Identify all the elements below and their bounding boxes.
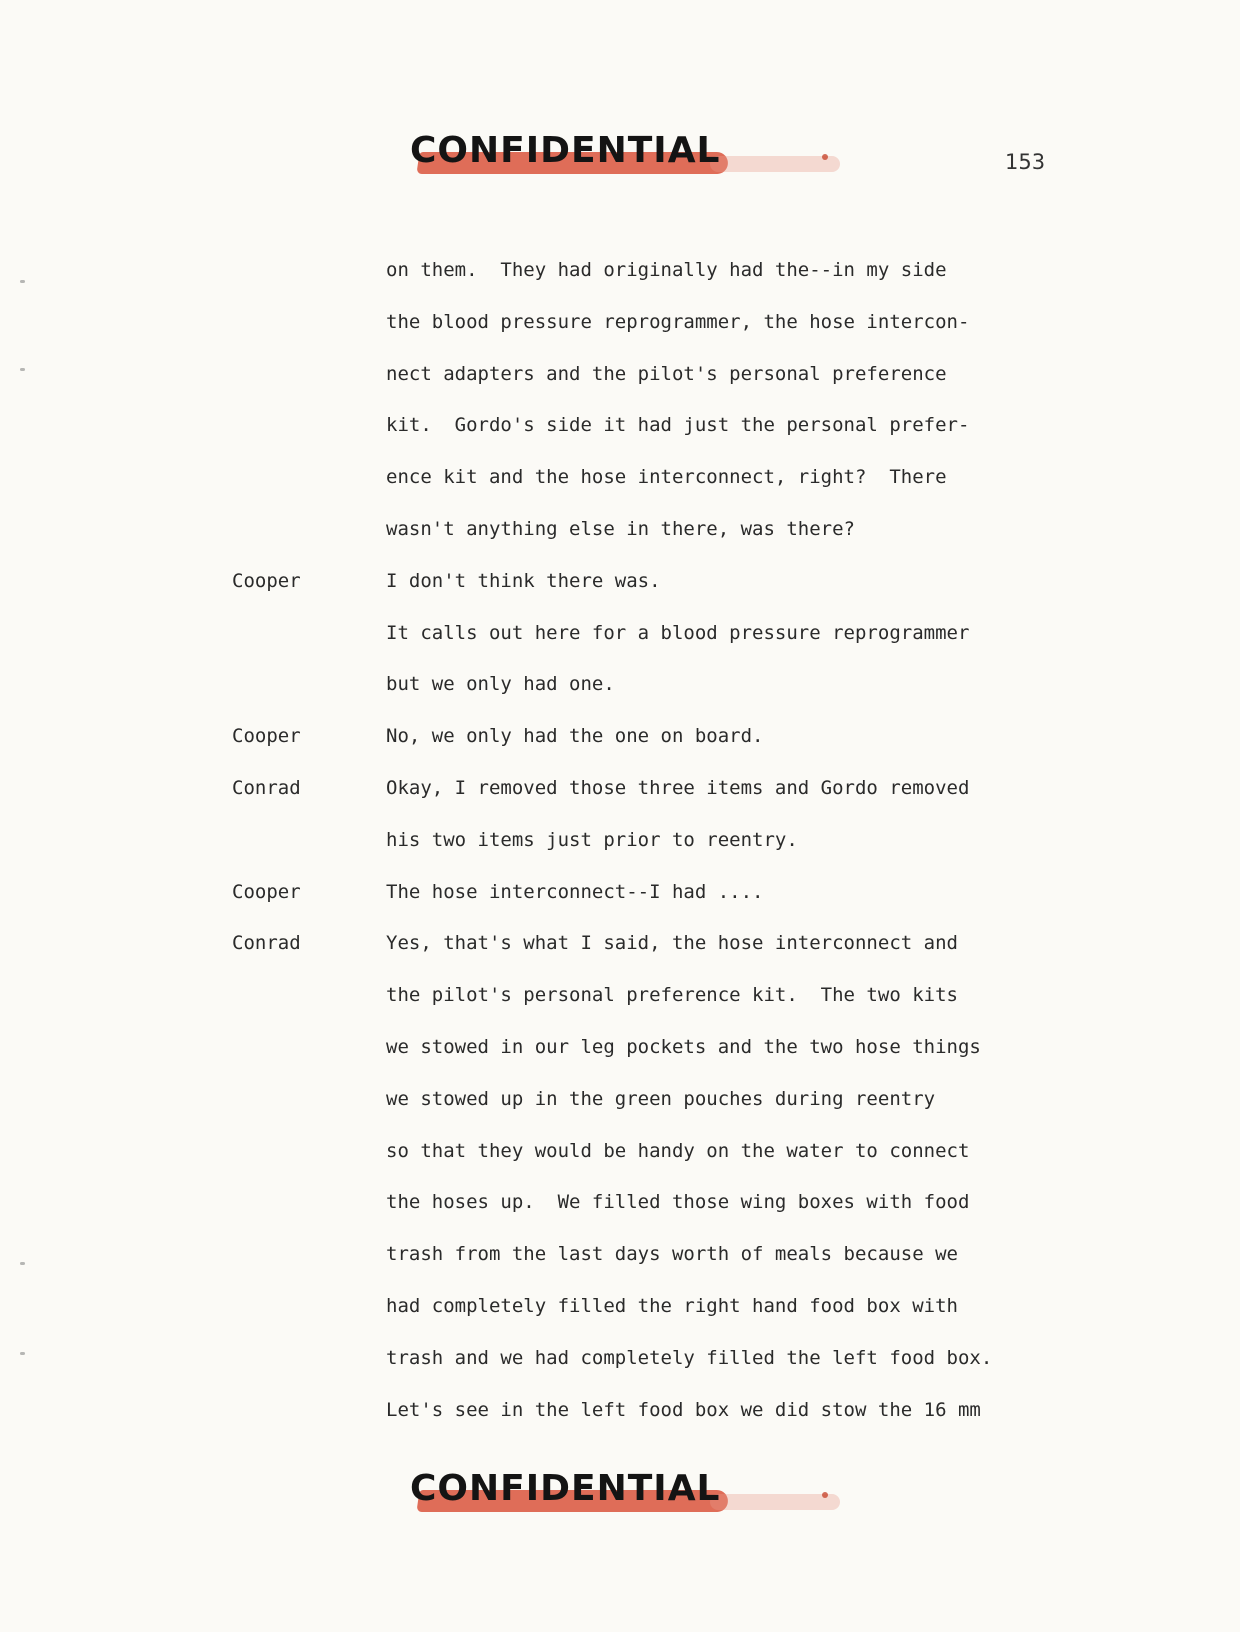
transcript-text: wasn't anything else in there, was there? [386,518,855,540]
transcript-line [0,773,1240,803]
classification-stamp-bottom [410,1462,850,1532]
transcript-text: had completely filled the right hand food box with [386,1295,958,1317]
transcript-text: ence kit and the hose interconnect, right? There [386,466,947,489]
transcript-line [0,1291,1240,1321]
transcript-line [0,566,1240,596]
stamp-smear-dot [822,1492,828,1498]
transcript-line [0,825,1240,855]
transcript-text: but we only had one. [386,673,615,696]
transcript-text: Okay, I removed those three items and Gordo removed [386,777,970,799]
transcript-line [0,1187,1240,1217]
stamp-smear-tail [710,1494,840,1510]
transcript-text: so that they would be handy on the water to connect [386,1139,970,1162]
transcript-line [0,255,1240,285]
speaker-name: Cooper [232,725,301,748]
transcript-text: we stowed up in the green pouches during reentry [386,1087,936,1110]
transcript-text: on them. They had originally had the--in my side [386,259,947,281]
transcript-text: kit. Gordo's side it had just the personal prefer- [386,414,970,437]
transcript-line [0,462,1240,492]
transcript-text: Let's see in the left food box we did stow the 16 mm [386,1398,981,1421]
transcript-line [0,307,1240,337]
speaker-name: Cooper [232,569,301,592]
speaker-name: Conrad [232,777,301,799]
page-number: 153 [1005,150,1046,174]
transcript-line [0,1395,1240,1425]
transcript-line [0,1239,1240,1269]
transcript-text: trash from the last days worth of meals because we [386,1243,958,1266]
classification-label: CONFIDENTIAL [410,130,721,171]
classification-stamp-top [410,124,850,194]
transcript-text: Yes, that's what I said, the hose interconnect and [386,932,958,955]
classification-label: CONFIDENTIAL [410,1468,721,1509]
transcript-text: It calls out here for a blood pressure reprogrammer [386,621,970,644]
stamp-smear-dot [822,154,828,160]
speaker-name: Conrad [232,932,301,955]
transcript-text: nect adapters and the pilot's personal preference [386,362,947,385]
transcript-line [0,980,1240,1010]
transcript-line [0,669,1240,699]
transcript-text: trash and we had completely filled the left food box. [386,1346,993,1369]
transcript-line [0,1084,1240,1114]
transcript-text: the blood pressure reprogrammer, the hose intercon- [386,310,970,333]
transcript-line [0,1136,1240,1166]
transcript-line [0,877,1240,907]
speaker-name: Cooper [232,880,301,903]
transcript-text: the hoses up. We filled those wing boxes with food [386,1191,970,1214]
transcript-line [0,618,1240,648]
transcript-text: the pilot's personal preference kit. The two kits [386,984,958,1007]
transcript-line [0,1032,1240,1062]
transcript-line [0,410,1240,440]
transcript-text: we stowed in our leg pockets and the two hose things [386,1036,981,1058]
transcript-text: No, we only had the one on board. [386,725,764,748]
transcript-line [0,928,1240,958]
transcript-line [0,514,1240,544]
transcript-text: The hose interconnect--I had .... [386,880,764,903]
transcript-text: his two items just prior to reentry. [386,828,798,851]
transcript-line [0,721,1240,751]
stamp-smear-tail [710,156,840,172]
transcript-line [0,1343,1240,1373]
transcript-line [0,359,1240,389]
transcript-text: I don't think there was. [386,569,661,592]
